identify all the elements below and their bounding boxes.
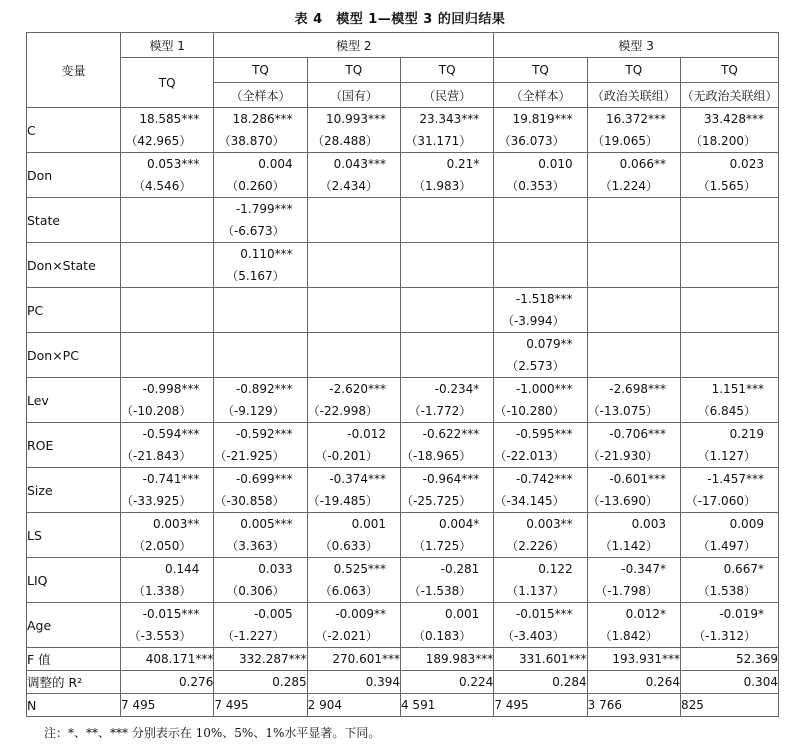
coefficient: -0.595*** bbox=[515, 427, 573, 441]
estimate-cell bbox=[307, 333, 400, 378]
stat-row bbox=[27, 648, 779, 671]
t-statistic: （5.167） bbox=[226, 269, 285, 283]
t-statistic: （28.488） bbox=[311, 134, 378, 148]
estimate-cell bbox=[400, 333, 493, 378]
variable-name: ROE bbox=[27, 423, 121, 468]
estimate-cell bbox=[307, 558, 400, 603]
estimate-cell bbox=[680, 468, 778, 513]
t-statistic: （-1.227） bbox=[221, 629, 285, 643]
estimate-cell bbox=[307, 468, 400, 513]
t-statistic: （-6.673） bbox=[221, 224, 285, 238]
t-statistic: （0.183） bbox=[412, 629, 472, 643]
coefficient: 16.372*** bbox=[605, 112, 666, 126]
sample-header-6: （政治关联组） bbox=[587, 83, 680, 108]
t-statistic: （1.983） bbox=[412, 179, 472, 193]
dep-var-header-7: TQ bbox=[680, 58, 778, 83]
coefficient: 19.819*** bbox=[512, 112, 573, 126]
table-row bbox=[27, 558, 779, 603]
estimate-cell bbox=[121, 603, 214, 648]
estimate-cell bbox=[494, 603, 587, 648]
variable-header: 变量 bbox=[27, 33, 121, 108]
estimate-cell bbox=[494, 558, 587, 603]
estimate-cell bbox=[494, 198, 587, 243]
coefficient: -0.742*** bbox=[515, 472, 573, 486]
t-statistic: （-21.930） bbox=[587, 449, 658, 463]
coefficient: 0.023 bbox=[729, 157, 764, 171]
estimate-cell bbox=[680, 153, 778, 198]
stat-value: 7 495 bbox=[214, 694, 307, 717]
estimate-cell bbox=[214, 288, 307, 333]
dep-var-header-5: TQ bbox=[494, 58, 587, 83]
t-statistic: （38.870） bbox=[218, 134, 285, 148]
estimate-cell bbox=[214, 603, 307, 648]
coefficient: 0.053*** bbox=[146, 157, 200, 171]
table-row bbox=[27, 108, 779, 153]
coefficient: 0.066** bbox=[619, 157, 666, 171]
t-statistic: （-3.553） bbox=[128, 629, 192, 643]
estimate-cell bbox=[121, 243, 214, 288]
estimate-cell bbox=[214, 153, 307, 198]
coefficient: 0.005*** bbox=[240, 517, 293, 531]
t-statistic: （0.260） bbox=[226, 179, 285, 193]
t-statistic: （6.845） bbox=[697, 404, 756, 418]
estimate-cell bbox=[214, 333, 307, 378]
estimate-cell bbox=[307, 513, 400, 558]
estimate-cell bbox=[214, 513, 307, 558]
estimate-cell bbox=[307, 243, 400, 288]
t-statistic: （1.338） bbox=[132, 584, 192, 598]
estimate-cell bbox=[214, 243, 307, 288]
estimate-cell bbox=[587, 558, 680, 603]
t-statistic: （36.073） bbox=[498, 134, 565, 148]
coefficient: 0.004* bbox=[438, 517, 480, 531]
variable-name: PC bbox=[27, 288, 121, 333]
variable-name: C bbox=[27, 108, 121, 153]
coefficient: -0.892*** bbox=[235, 382, 293, 396]
t-statistic: （-13.690） bbox=[587, 494, 658, 508]
t-statistic: （-2.021） bbox=[315, 629, 378, 643]
t-statistic: （-3.994） bbox=[501, 314, 565, 328]
t-statistic: （0.306） bbox=[226, 584, 285, 598]
estimate-cell bbox=[587, 153, 680, 198]
t-statistic: （-3.403） bbox=[501, 629, 565, 643]
coefficient: -0.005 bbox=[253, 607, 293, 621]
estimate-cell bbox=[587, 603, 680, 648]
estimate-cell bbox=[587, 423, 680, 468]
estimate-cell bbox=[400, 558, 493, 603]
t-statistic: （-10.280） bbox=[494, 404, 565, 418]
coefficient: 0.009 bbox=[729, 517, 764, 531]
t-statistic: （1.842） bbox=[599, 629, 658, 643]
stat-name: 调整的 R² bbox=[27, 671, 121, 694]
estimate-cell bbox=[494, 153, 587, 198]
t-statistic: （1.137） bbox=[506, 584, 565, 598]
t-statistic: （18.200） bbox=[689, 134, 756, 148]
t-statistic: （1.725） bbox=[412, 539, 472, 553]
estimate-cell bbox=[400, 288, 493, 333]
coefficient: -0.347* bbox=[621, 562, 666, 576]
coefficient: 0.667* bbox=[723, 562, 764, 576]
estimate-cell bbox=[494, 468, 587, 513]
coefficient: -0.741*** bbox=[142, 472, 200, 486]
model-1-header: 模型 1 bbox=[121, 33, 214, 58]
coefficient: 0.004 bbox=[258, 157, 293, 171]
coefficient: 0.012* bbox=[625, 607, 666, 621]
sample-header-2: （全样本） bbox=[214, 83, 307, 108]
estimate-cell bbox=[121, 423, 214, 468]
estimate-cell bbox=[307, 603, 400, 648]
coefficient: 0.043*** bbox=[333, 157, 386, 171]
estimate-cell bbox=[400, 378, 493, 423]
estimate-cell bbox=[214, 558, 307, 603]
coefficient: -1.000*** bbox=[515, 382, 573, 396]
t-statistic: （2.573） bbox=[506, 359, 565, 373]
table-note: 注：*、**、*** 分别表示在 10%、5%、1%水平显著。下同。 bbox=[44, 726, 381, 740]
coefficient: 18.585*** bbox=[139, 112, 200, 126]
stat-value: 332.287*** bbox=[214, 648, 307, 671]
t-statistic: （2.226） bbox=[506, 539, 565, 553]
coefficient: -0.019* bbox=[719, 607, 764, 621]
coefficient: 0.010 bbox=[538, 157, 573, 171]
t-statistic: （19.065） bbox=[591, 134, 658, 148]
estimate-cell bbox=[400, 243, 493, 288]
t-statistic: （1.497） bbox=[697, 539, 756, 553]
stat-row bbox=[27, 671, 779, 694]
dep-var-header-3: TQ bbox=[307, 58, 400, 83]
estimate-cell bbox=[121, 378, 214, 423]
coefficient: 0.079** bbox=[526, 337, 573, 351]
t-statistic: （1.538） bbox=[697, 584, 756, 598]
stat-value: 7 495 bbox=[121, 694, 214, 717]
t-statistic: （-13.075） bbox=[587, 404, 658, 418]
t-statistic: （-21.925） bbox=[214, 449, 285, 463]
estimate-cell bbox=[680, 513, 778, 558]
estimate-cell bbox=[680, 243, 778, 288]
stat-value: 0.224 bbox=[400, 671, 493, 694]
stat-value: 0.285 bbox=[214, 671, 307, 694]
stat-value: 270.601*** bbox=[307, 648, 400, 671]
t-statistic: （-30.858） bbox=[214, 494, 285, 508]
stat-value: 408.171*** bbox=[121, 648, 214, 671]
coefficient: 0.003** bbox=[152, 517, 200, 531]
table-row bbox=[27, 198, 779, 243]
estimate-cell bbox=[121, 108, 214, 153]
stat-value: 0.304 bbox=[680, 671, 778, 694]
coefficient: -0.015*** bbox=[515, 607, 573, 621]
t-statistic: （2.434） bbox=[319, 179, 378, 193]
variable-name: Lev bbox=[27, 378, 121, 423]
coefficient: 0.003** bbox=[526, 517, 573, 531]
coefficient: -0.998*** bbox=[142, 382, 200, 396]
coefficient: 18.286*** bbox=[232, 112, 293, 126]
stat-value: 0.276 bbox=[121, 671, 214, 694]
variable-name: LIQ bbox=[27, 558, 121, 603]
estimate-cell bbox=[494, 378, 587, 423]
coefficient: -0.234* bbox=[434, 382, 480, 396]
t-statistic: （-1.312） bbox=[693, 629, 756, 643]
estimate-cell bbox=[680, 423, 778, 468]
estimate-cell bbox=[494, 288, 587, 333]
coefficient: 0.219 bbox=[729, 427, 764, 441]
estimate-cell bbox=[587, 468, 680, 513]
t-statistic: （1.224） bbox=[599, 179, 658, 193]
t-statistic: （0.353） bbox=[506, 179, 565, 193]
estimate-cell bbox=[400, 468, 493, 513]
estimate-cell bbox=[587, 288, 680, 333]
stat-value: 0.394 bbox=[307, 671, 400, 694]
dep-var-header-4: TQ bbox=[400, 58, 493, 83]
t-statistic: （3.363） bbox=[226, 539, 285, 553]
estimate-cell bbox=[307, 198, 400, 243]
t-statistic: （-19.485） bbox=[307, 494, 378, 508]
t-statistic: （1.142） bbox=[599, 539, 658, 553]
t-statistic: （-25.725） bbox=[400, 494, 472, 508]
estimate-cell bbox=[214, 108, 307, 153]
estimate-cell bbox=[587, 108, 680, 153]
stat-row bbox=[27, 694, 779, 717]
coefficient: 0.110*** bbox=[240, 247, 293, 261]
t-statistic: （1.127） bbox=[697, 449, 756, 463]
estimate-cell bbox=[587, 333, 680, 378]
estimate-cell bbox=[307, 288, 400, 333]
estimate-cell bbox=[680, 198, 778, 243]
table-row bbox=[27, 288, 779, 333]
t-statistic: （-17.060） bbox=[685, 494, 756, 508]
estimate-cell bbox=[680, 108, 778, 153]
coefficient: -0.592*** bbox=[235, 427, 293, 441]
sample-header-7: （无政治关联组） bbox=[680, 83, 778, 108]
table-row bbox=[27, 153, 779, 198]
t-statistic: （0.633） bbox=[319, 539, 378, 553]
estimate-cell bbox=[587, 243, 680, 288]
estimate-cell bbox=[400, 153, 493, 198]
t-statistic: （-1.798） bbox=[595, 584, 658, 598]
estimate-cell bbox=[121, 288, 214, 333]
estimate-cell bbox=[121, 153, 214, 198]
estimate-cell bbox=[121, 198, 214, 243]
t-statistic: （-33.925） bbox=[121, 494, 192, 508]
estimate-cell bbox=[680, 378, 778, 423]
coefficient: -0.012 bbox=[347, 427, 386, 441]
coefficient: -0.594*** bbox=[142, 427, 200, 441]
estimate-cell bbox=[587, 513, 680, 558]
variable-name: LS bbox=[27, 513, 121, 558]
t-statistic: （-34.145） bbox=[494, 494, 565, 508]
estimate-cell bbox=[494, 513, 587, 558]
coefficient: -2.620*** bbox=[329, 382, 386, 396]
coefficient: 0.001 bbox=[444, 607, 480, 621]
sample-header-3: （国有） bbox=[307, 83, 400, 108]
coefficient: 0.003 bbox=[631, 517, 666, 531]
coefficient: 0.122 bbox=[538, 562, 573, 576]
variable-name: Don bbox=[27, 153, 121, 198]
model-2-header: 模型 2 bbox=[214, 33, 494, 58]
dep-var-header-1: TQ bbox=[121, 58, 214, 108]
estimate-cell bbox=[214, 378, 307, 423]
coefficient: -0.015*** bbox=[142, 607, 200, 621]
variable-name: State bbox=[27, 198, 121, 243]
stat-value: 193.931*** bbox=[587, 648, 680, 671]
coefficient: -2.698*** bbox=[609, 382, 666, 396]
table-row bbox=[27, 333, 779, 378]
coefficient: 0.525*** bbox=[333, 562, 386, 576]
table-stats bbox=[27, 648, 779, 717]
estimate-cell bbox=[121, 468, 214, 513]
stat-value: 189.983*** bbox=[400, 648, 493, 671]
dep-var-header-6: TQ bbox=[587, 58, 680, 83]
variable-name: Age bbox=[27, 603, 121, 648]
estimate-cell bbox=[307, 378, 400, 423]
estimate-cell bbox=[121, 558, 214, 603]
table-row bbox=[27, 603, 779, 648]
coefficient: -0.374*** bbox=[329, 472, 386, 486]
table-body bbox=[27, 108, 779, 648]
estimate-cell bbox=[400, 108, 493, 153]
estimate-cell bbox=[680, 603, 778, 648]
estimate-cell bbox=[680, 288, 778, 333]
estimate-cell bbox=[494, 243, 587, 288]
stat-value: 825 bbox=[680, 694, 778, 717]
coefficient: -1.457*** bbox=[707, 472, 764, 486]
table-title: 表 4 模型 1—模型 3 的回归结果 bbox=[294, 12, 506, 27]
estimate-cell bbox=[400, 513, 493, 558]
estimate-cell bbox=[214, 468, 307, 513]
estimate-cell bbox=[307, 153, 400, 198]
stat-value: 0.264 bbox=[587, 671, 680, 694]
sample-header-4: （民营） bbox=[400, 83, 493, 108]
t-statistic: （-22.013） bbox=[494, 449, 565, 463]
coefficient: 0.001 bbox=[351, 517, 386, 531]
coefficient: -1.799*** bbox=[235, 202, 293, 216]
stat-value: 4 591 bbox=[400, 694, 493, 717]
table-row bbox=[27, 243, 779, 288]
t-statistic: （-0.201） bbox=[315, 449, 378, 463]
model-3-header: 模型 3 bbox=[494, 33, 779, 58]
t-statistic: （4.546） bbox=[132, 179, 192, 193]
coefficient: 0.21* bbox=[446, 157, 480, 171]
stat-value: 3 766 bbox=[587, 694, 680, 717]
variable-name: Size bbox=[27, 468, 121, 513]
variable-name: Don×State bbox=[27, 243, 121, 288]
coefficient: 0.033 bbox=[258, 562, 293, 576]
table-row bbox=[27, 378, 779, 423]
t-statistic: （-18.965） bbox=[400, 449, 472, 463]
coefficient: -0.281 bbox=[440, 562, 480, 576]
stat-value: 52.369 bbox=[680, 648, 778, 671]
variable-name: Don×PC bbox=[27, 333, 121, 378]
estimate-cell bbox=[400, 603, 493, 648]
estimate-cell bbox=[587, 198, 680, 243]
coefficient: 33.428*** bbox=[703, 112, 764, 126]
stat-name: F 值 bbox=[27, 648, 121, 671]
stat-name: N bbox=[27, 694, 121, 717]
regression-table bbox=[26, 32, 779, 717]
dep-var-header-2: TQ bbox=[214, 58, 307, 83]
coefficient: -0.622*** bbox=[422, 427, 480, 441]
t-statistic: （42.965） bbox=[125, 134, 192, 148]
estimate-cell bbox=[121, 513, 214, 558]
t-statistic: （1.565） bbox=[697, 179, 756, 193]
stat-value: 331.601*** bbox=[494, 648, 587, 671]
estimate-cell bbox=[214, 423, 307, 468]
t-statistic: （-10.208） bbox=[121, 404, 192, 418]
stat-value: 7 495 bbox=[494, 694, 587, 717]
table-row bbox=[27, 423, 779, 468]
estimate-cell bbox=[494, 423, 587, 468]
stat-value: 0.284 bbox=[494, 671, 587, 694]
estimate-cell bbox=[494, 108, 587, 153]
estimate-cell bbox=[121, 333, 214, 378]
estimate-cell bbox=[587, 378, 680, 423]
t-statistic: （-21.843） bbox=[121, 449, 192, 463]
t-statistic: （2.050） bbox=[132, 539, 192, 553]
t-statistic: （-1.772） bbox=[408, 404, 472, 418]
coefficient: -0.009** bbox=[335, 607, 386, 621]
coefficient: -0.706*** bbox=[609, 427, 666, 441]
coefficient: 23.343*** bbox=[419, 112, 480, 126]
t-statistic: （6.063） bbox=[319, 584, 378, 598]
sample-header-5: （全样本） bbox=[494, 83, 587, 108]
coefficient: -0.699*** bbox=[235, 472, 293, 486]
stat-value: 2 904 bbox=[307, 694, 400, 717]
estimate-cell bbox=[214, 198, 307, 243]
coefficient: 10.993*** bbox=[325, 112, 386, 126]
t-statistic: （-1.538） bbox=[408, 584, 472, 598]
estimate-cell bbox=[400, 198, 493, 243]
estimate-cell bbox=[400, 423, 493, 468]
estimate-cell bbox=[307, 423, 400, 468]
table-row bbox=[27, 513, 779, 558]
estimate-cell bbox=[680, 558, 778, 603]
coefficient: 1.151*** bbox=[711, 382, 764, 396]
t-statistic: （31.171） bbox=[405, 134, 472, 148]
estimate-cell bbox=[494, 333, 587, 378]
coefficient: -1.518*** bbox=[515, 292, 573, 306]
t-statistic: （-9.129） bbox=[221, 404, 285, 418]
table-row bbox=[27, 468, 779, 513]
coefficient: -0.601*** bbox=[609, 472, 666, 486]
estimate-cell bbox=[680, 333, 778, 378]
t-statistic: （-22.998） bbox=[307, 404, 378, 418]
estimate-cell bbox=[307, 108, 400, 153]
coefficient: 0.144 bbox=[164, 562, 200, 576]
coefficient: -0.964*** bbox=[422, 472, 480, 486]
